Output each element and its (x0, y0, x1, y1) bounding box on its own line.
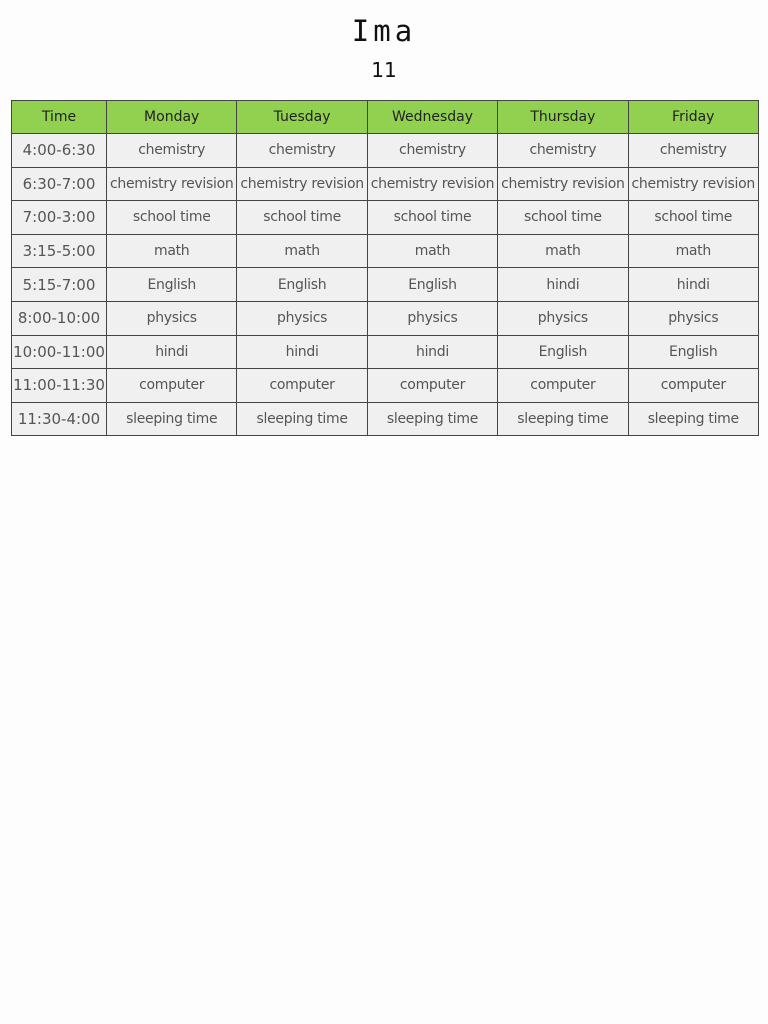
table-row (12, 234, 759, 268)
cell-tuesday: computer (237, 369, 367, 403)
cell-friday: chemistry (628, 134, 758, 168)
table-row (12, 268, 759, 302)
cell-monday: chemistry (107, 134, 237, 168)
column-header-monday: Monday (107, 101, 237, 134)
cell-monday: physics (107, 301, 237, 335)
cell-thursday: English (498, 335, 628, 369)
cell-thursday: physics (498, 301, 628, 335)
time-cell: 11:00-11:30 (12, 369, 107, 403)
cell-thursday: chemistry (498, 134, 628, 168)
table-row (12, 402, 759, 436)
cell-monday: chemistry revision (107, 167, 237, 201)
time-cell: 3:15-5:00 (12, 234, 107, 268)
cell-wednesday: physics (367, 301, 497, 335)
column-header-tuesday: Tuesday (237, 101, 367, 134)
table-row (12, 301, 759, 335)
cell-thursday: sleeping time (498, 402, 628, 436)
time-cell: 7:00-3:00 (12, 201, 107, 235)
table-row (12, 335, 759, 369)
column-header-thursday: Thursday (498, 101, 628, 134)
time-cell: 8:00-10:00 (12, 301, 107, 335)
cell-tuesday: chemistry revision (237, 167, 367, 201)
time-cell: 11:30-4:00 (12, 402, 107, 436)
cell-monday: hindi (107, 335, 237, 369)
cell-wednesday: math (367, 234, 497, 268)
cell-tuesday: chemistry (237, 134, 367, 168)
header-row (12, 101, 759, 134)
cell-monday: computer (107, 369, 237, 403)
cell-wednesday: English (367, 268, 497, 302)
cell-monday: school time (107, 201, 237, 235)
cell-friday: sleeping time (628, 402, 758, 436)
cell-friday: English (628, 335, 758, 369)
cell-monday: sleeping time (107, 402, 237, 436)
cell-thursday: computer (498, 369, 628, 403)
cell-tuesday: hindi (237, 335, 367, 369)
table-row (12, 167, 759, 201)
cell-thursday: school time (498, 201, 628, 235)
cell-thursday: chemistry revision (498, 167, 628, 201)
cell-thursday: math (498, 234, 628, 268)
time-cell: 10:00-11:00 (12, 335, 107, 369)
cell-tuesday: sleeping time (237, 402, 367, 436)
column-header-time: Time (12, 101, 107, 134)
cell-friday: school time (628, 201, 758, 235)
cell-friday: physics (628, 301, 758, 335)
cell-thursday: hindi (498, 268, 628, 302)
time-cell: 5:15-7:00 (12, 268, 107, 302)
cell-wednesday: chemistry (367, 134, 497, 168)
cell-wednesday: school time (367, 201, 497, 235)
cell-tuesday: physics (237, 301, 367, 335)
page-subtitle: 11 (371, 58, 397, 82)
timetable (11, 100, 759, 436)
time-cell: 4:00-6:30 (12, 134, 107, 168)
time-cell: 6:30-7:00 (12, 167, 107, 201)
cell-wednesday: sleeping time (367, 402, 497, 436)
cell-friday: chemistry revision (628, 167, 758, 201)
cell-friday: computer (628, 369, 758, 403)
column-header-friday: Friday (628, 101, 758, 134)
page-title: Ima (351, 14, 417, 48)
table-row (12, 201, 759, 235)
column-header-wednesday: Wednesday (367, 101, 497, 134)
table-row (12, 134, 759, 168)
cell-tuesday: school time (237, 201, 367, 235)
cell-wednesday: computer (367, 369, 497, 403)
cell-friday: hindi (628, 268, 758, 302)
cell-wednesday: hindi (367, 335, 497, 369)
cell-tuesday: English (237, 268, 367, 302)
cell-monday: English (107, 268, 237, 302)
cell-friday: math (628, 234, 758, 268)
table-row (12, 369, 759, 403)
cell-tuesday: math (237, 234, 367, 268)
cell-monday: math (107, 234, 237, 268)
timetable-body (12, 134, 759, 436)
cell-wednesday: chemistry revision (367, 167, 497, 201)
